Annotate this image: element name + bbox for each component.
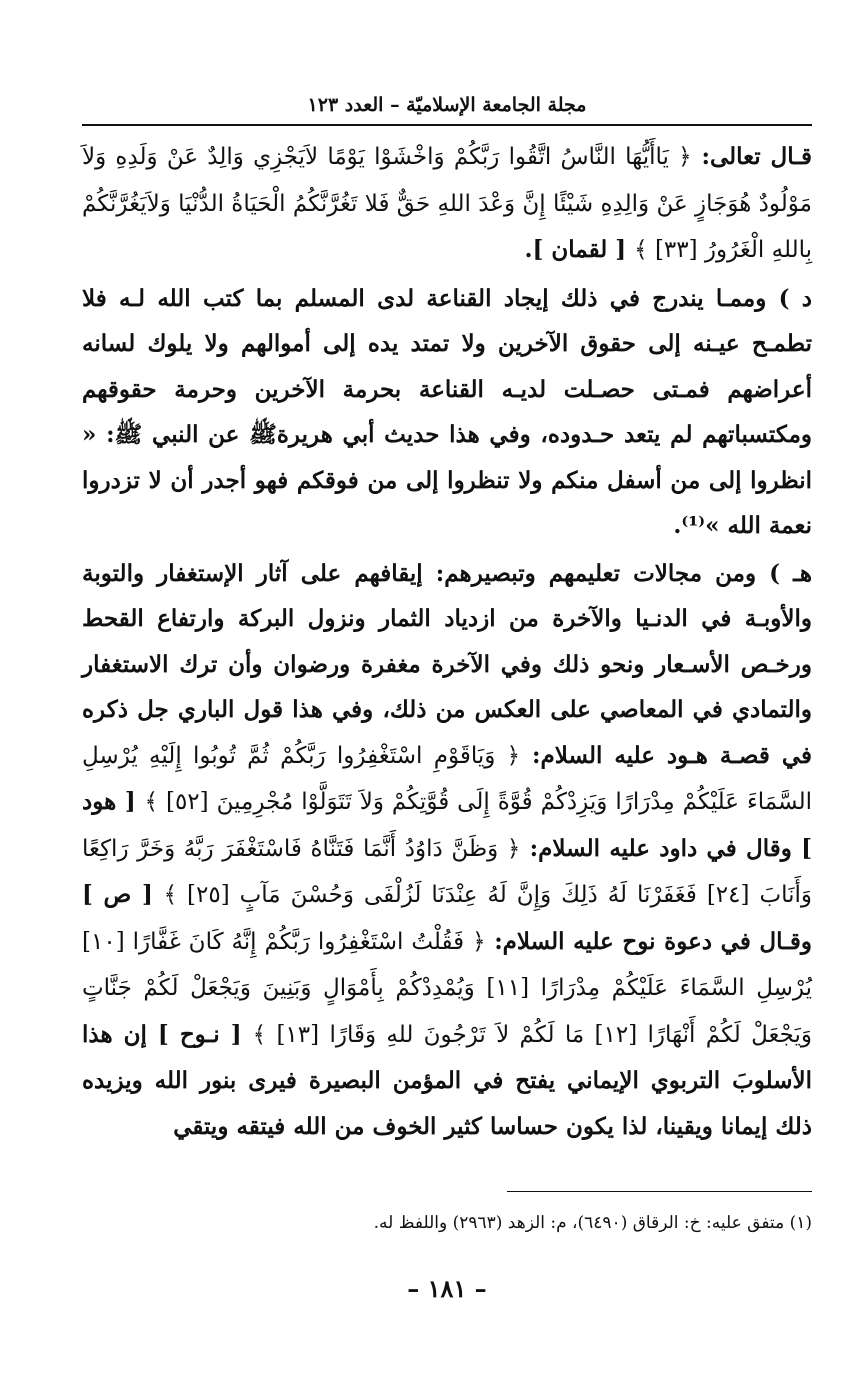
paragraph-lead: قـال تعالى:: [691, 143, 812, 170]
paragraph-contentment: د ) وممـا يندرج في ذلك إيجاد القناعة لدى المسلم بما كتب الله لـه فلا تطمـح عيـنه إلى حقوق الآخرين ولا تمتد يده إلى أموالهم ولا يلوك لسانه أعراضهم فمـتى حصـلت لديـه القناعة بحرمة الآخرين وحرمة حقوقهم ومكتسباتهم لم يتعد حـدوده، وفي هذا حديث أبي هريرةﷺ عن النبي ﷺ: « انظروا إلى من أسفل منكم ولا تنظروا إلى من فوقكم فهو أجدر أن لا تزدروا نعمة الله »⁽¹⁾.: [82, 284, 812, 539]
paragraph-tail: [ نـوح ] إن هذا الأسلوبَ التربوي الإيماني يفتح في المؤمن البصيرة فيرى بنور الله ويزيده ذلك إيمانا ويقينا، لذا يكون حساسا كثير الخوف من الله فيتقه ويتقي: [82, 1020, 812, 1140]
quran-verse-nuh: ﴿ فَقُلْتُ اسْتَغْفِرُوا رَبَّكُمْ إِنَّهُ كَانَ غَفَّارًا [١٠] يُرْسِلِ السَّمَاءَ عَلَيْكُمْ مِدْرَارًا [١١] وَيُمْدِدْكُمْ بِأَمْوَالٍ وَبَنِينَ وَيَجْعَلْ لَكُمْ جَنَّاتٍ وَيَجْعَلْ لَكُمْ أَنْهَارًا [١٢] مَا لَكُمْ لاَ تَرْجُونَ للهِ وَقَارًا [١٣] ﴾: [82, 928, 812, 1048]
paragraph-lead: هـ ) ومن مجالات تعليمهم وتبصيرهم: إيقافهم على آثار الإستغفار والتوبة والأوبـة في الدنـيا والآخرة من ازدياد الثمار ونزول البركة وارتفاع القحط ورخـص الأسـعار ونحو ذلك وفي الآخرة مغفرة ورضوان وأن ترك الاستغفار والتمادي في المعاصي على العكس من ذلك، وفي هذا قول الباري جل ذكره في قصـة هـود عليه السلام:: [82, 559, 812, 769]
document-page: [82, 90, 812, 1350]
quran-verse-hud: ﴿ وَيَاقَوْمِ اسْتَغْفِرُوا رَبَّكُمْ ثُمَّ تُوبُوا إِلَيْهِ يُرْسِلِ السَّمَاءَ عَلَيْكُمْ مِدْرَارًا وَيَزِدْكُمْ قُوَّةً إِلَى قُوَّتِكُمْ وَلاَ تَتَوَلَّوْا مُجْرِمِينَ [٥٢] ﴾: [82, 742, 812, 815]
footnote: (١) متفق عليه: خ: الرقاق (٦٤٩٠)، م: الزهد (٢٩٦٣) واللفظ له.: [373, 1213, 812, 1233]
article-body: [82, 134, 812, 1149]
paragraph-luqman: [82, 134, 812, 274]
paragraph-middle-sad: [ ص ] وقـال في دعوة نوح عليه السلام:: [82, 881, 812, 955]
header-divider: [82, 124, 812, 126]
footnote-divider: [507, 1191, 812, 1192]
page-number: – ١٨١ –: [407, 1274, 487, 1303]
paragraph-istighfar: [82, 551, 812, 1150]
quran-verse-luqman: ﴿ يَاأَيُّهَا النَّاسُ اتَّقُوا رَبَّكُمْ وَاخْشَوْا يَوْمًا لاَيَجْزِي وَالِدٌ عَنْ وَلَدِهِ وَلاَ مَوْلُودٌ هُوَجَازٍ عَنْ وَالِدِهِ شَيْئًا إِنَّ وَعْدَ اللهِ حَقٌّ فَلا تَغُرَّنَّكُمُ الْحَيَاةُ الدُّنْيَا وَلاَيَغُرَّنَّكُمْ بِاللهِ الْغَرُورُ [٣٣] ﴾: [82, 144, 812, 263]
surah-reference: [ لقمان ].: [524, 236, 635, 263]
quran-verse-sad: ﴿ وَظَنَّ دَاوُدُ أَنَّمَا فَتَنَّاهُ فَاسْتَغْفَرَ رَبَّهُ وَخَرَّ رَاكِعًا وَأَنَابَ [٢٤] فَغَفَرْنَا لَهُ ذَلِكَ وَإِنَّ لَهُ عِنْدَنَا لَزُلْفَى وَحُسْنَ مَآبٍ [٢٥] ﴾: [82, 835, 813, 908]
paragraph-middle-hud: [ هود ] وقال في داود عليه السلام:: [82, 788, 813, 862]
journal-header: مجلة الجامعة الإسلاميّة – العدد ١٢٣: [307, 94, 587, 116]
